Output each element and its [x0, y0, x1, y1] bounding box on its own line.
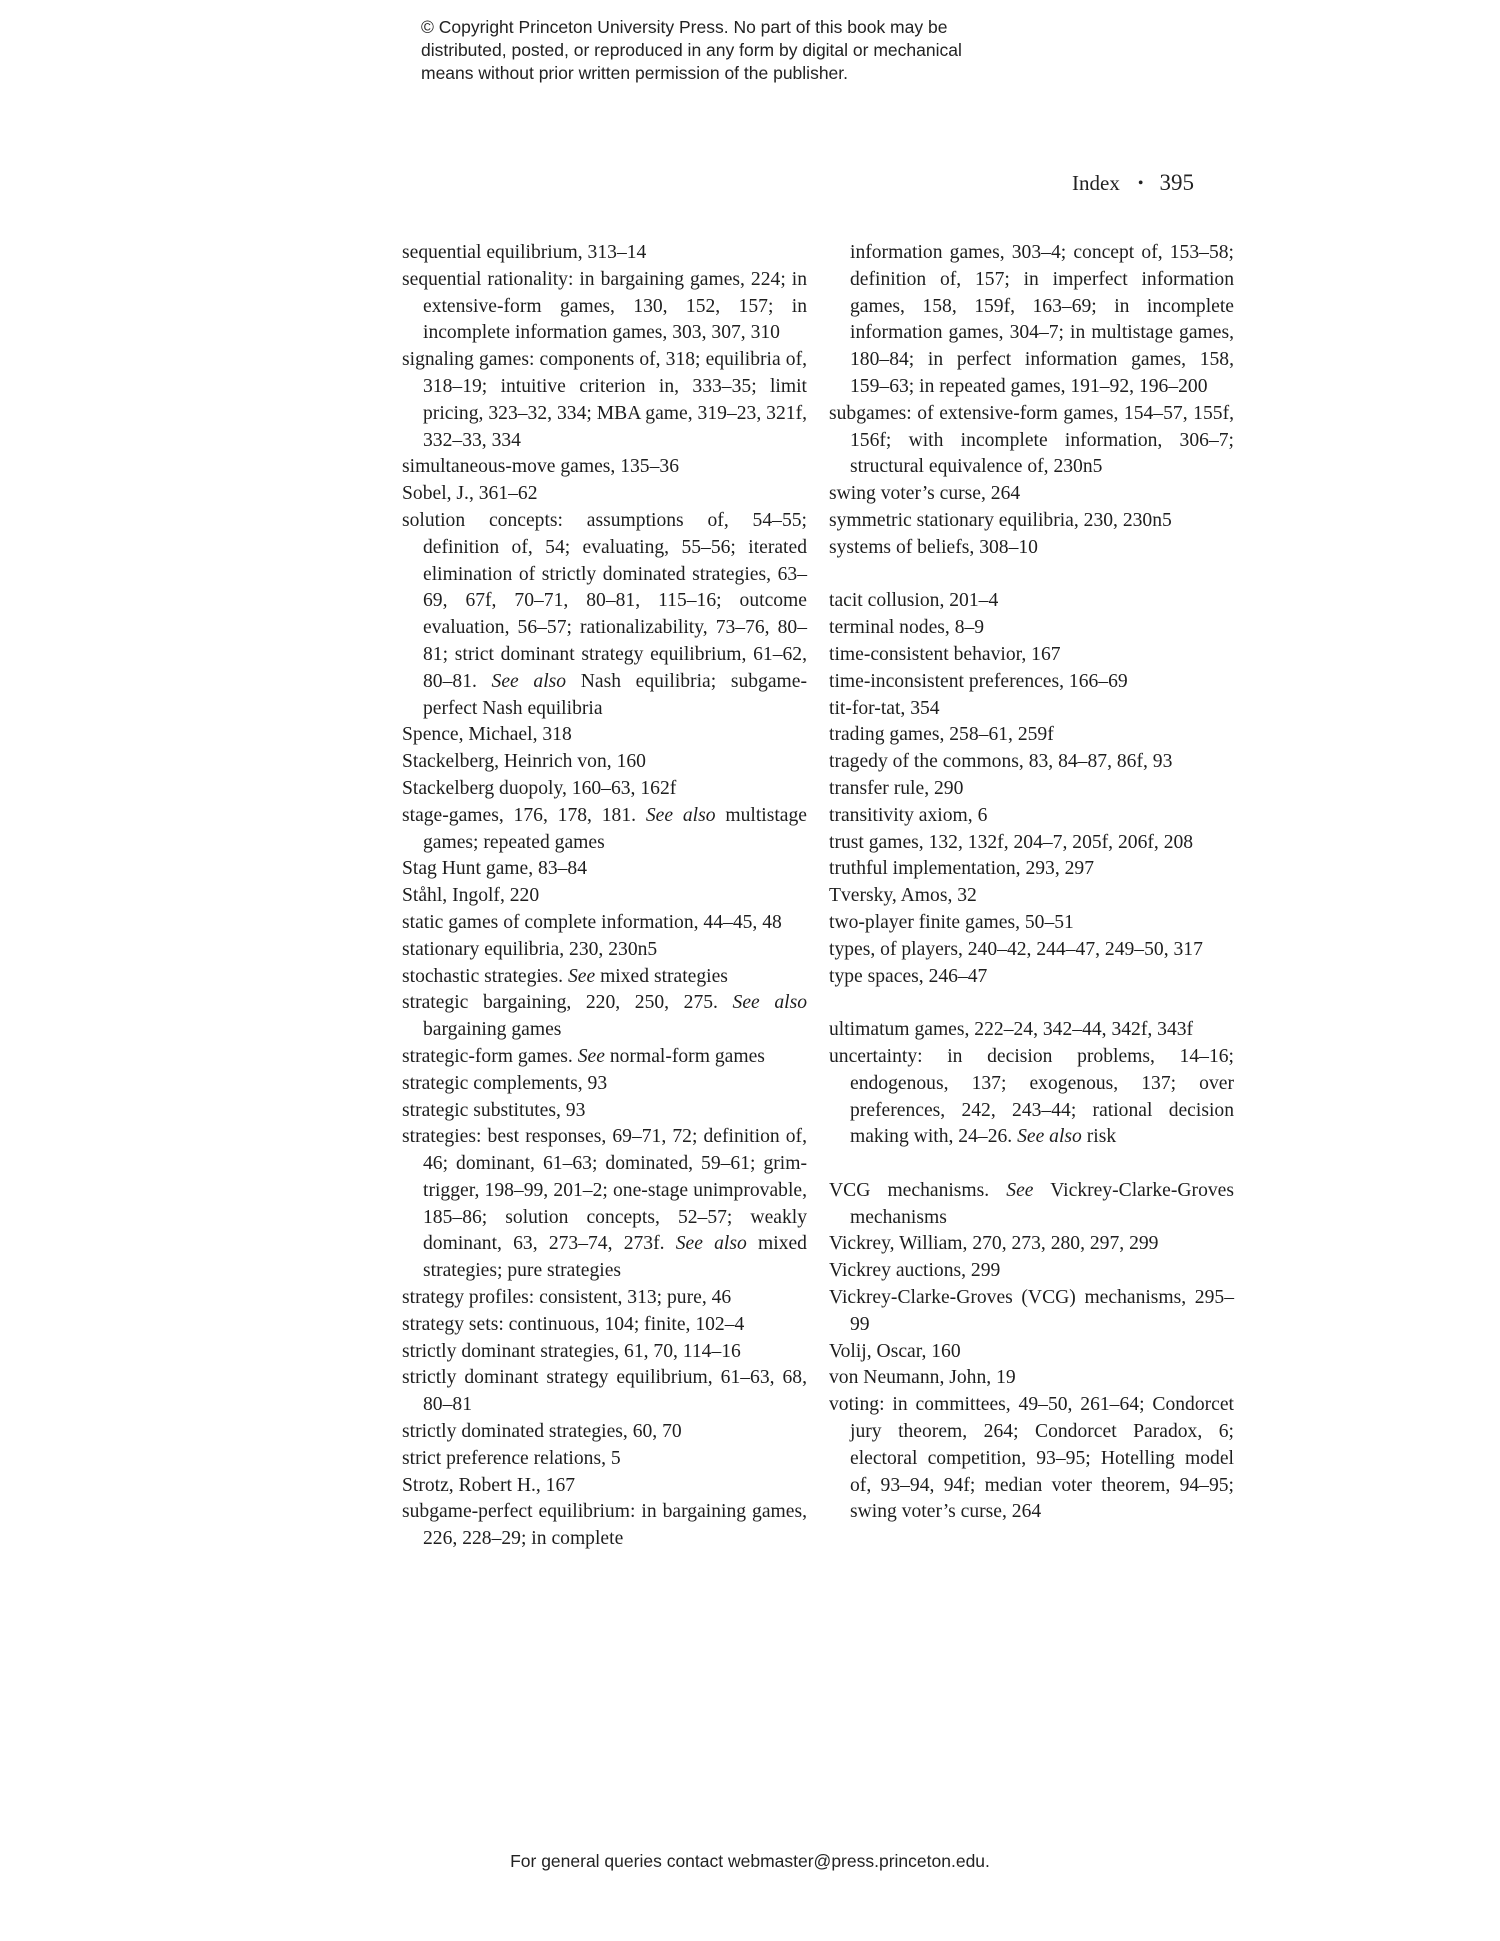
- entry-text: Tversky, Amos, 32: [829, 885, 977, 907]
- entry-text: Vickrey-Clarke-Groves mechanisms: [850, 1179, 1234, 1228]
- entry-text: bargaining games: [423, 1019, 562, 1041]
- entry-text: VCG mechanisms.: [829, 1179, 1007, 1201]
- entry-text: Sobel, J., 361–62: [402, 483, 538, 505]
- entry-text: terminal nodes, 8–9: [829, 617, 985, 639]
- entry-text: uncertainty: in decision problems, 14–16; endogenous, 137; exogenous, 137; over preferences, 242, 243–44; rational decision making with, 24–26.: [829, 1045, 1234, 1148]
- index-entry: [829, 1017, 1234, 1044]
- index-entry: [829, 1339, 1234, 1366]
- entry-text: signaling games: components of, 318; equilibria of, 318–19; intuitive criterion in, 333–35; limit pricing, 323–32, 334; MBA game, 319–23, 321f, 332–33, 334: [402, 349, 807, 451]
- section-title: Index: [1072, 171, 1120, 195]
- entry-text: simultaneous-move games, 135–36: [402, 456, 679, 478]
- entry-text: truthful implementation, 293, 297: [829, 858, 1095, 880]
- index-entry: [829, 1178, 1234, 1232]
- index-entry: [402, 910, 807, 937]
- entry-text: strategy profiles: consistent, 313; pure, 46: [402, 1287, 732, 1309]
- index-entry: [829, 964, 1234, 991]
- index-entry: [402, 1339, 807, 1366]
- entry-text: solution concepts: assumptions of, 54–55; definition of, 54; evaluating, 55–56; iterated elimination of strictly dominated strategies, 63–69, 67f, 70–71, 80–81, 115–16; outcome evaluation, 56–57; rationalizability, 73–76, 80–81; strict dominant strategy equilibrium, 61–62, 80–81.: [402, 509, 807, 692]
- index-entry: [402, 240, 807, 267]
- index-entry: [829, 856, 1234, 883]
- entry-text: two-player finite games, 50–51: [829, 911, 1074, 933]
- entry-text: mixed strategies; pure strategies: [423, 1233, 807, 1282]
- index-entry: [829, 508, 1234, 535]
- cross-reference-label: See also: [675, 1233, 747, 1255]
- entry-text: normal-form games: [604, 1045, 765, 1067]
- entry-text: Stackelberg, Heinrich von, 160: [402, 751, 646, 773]
- cross-reference-label: See: [567, 965, 596, 987]
- index-entry: [829, 749, 1234, 776]
- entry-text: types, of players, 240–42, 244–47, 249–50, 317: [829, 938, 1203, 960]
- entry-text: transfer rule, 290: [829, 777, 964, 799]
- entry-text: swing voter’s curse, 264: [829, 483, 1021, 505]
- index-entry: [402, 1365, 807, 1419]
- index-entry: [829, 401, 1234, 481]
- entry-text: sequential rationality: in bargaining games, 224; in extensive-form games, 130, 152, 157; in incomplete information games, 303, 307, 310: [402, 268, 807, 344]
- index-column-right: [829, 240, 1234, 1526]
- index-entry-continued: [829, 240, 1234, 401]
- entry-text: Strotz, Robert H., 167: [402, 1474, 576, 1496]
- copyright-notice: [421, 16, 1061, 85]
- entry-text: subgame-perfect equilibrium: in bargaining games, 226, 228–29; in complete: [402, 1501, 807, 1550]
- index-entry: [402, 990, 807, 1044]
- index-entry: [402, 1419, 807, 1446]
- entry-text: Spence, Michael, 318: [402, 724, 572, 746]
- entry-text: tit-for-tat, 354: [829, 697, 940, 719]
- entry-text: time-consistent behavior, 167: [829, 643, 1061, 665]
- index-entry: [829, 830, 1234, 857]
- entry-text: risk: [1081, 1126, 1117, 1148]
- index-entry: [402, 508, 807, 722]
- index-entry: [402, 481, 807, 508]
- index-entry: [402, 1499, 807, 1553]
- index-entry: [402, 347, 807, 454]
- entry-text: symmetric stationary equilibria, 230, 230n5: [829, 509, 1172, 531]
- copyright-line: distributed, posted, or reproduced in any form by digital or mechanical: [421, 40, 962, 60]
- index-entry: [402, 749, 807, 776]
- entry-text: strategic complements, 93: [402, 1072, 608, 1094]
- entry-text: strategic-form games.: [402, 1045, 578, 1067]
- entry-text: trust games, 132, 132f, 204–7, 205f, 206f, 208: [829, 831, 1194, 853]
- bullet-icon: •: [1137, 175, 1144, 192]
- entry-text: strictly dominant strategies, 61, 70, 114–16: [402, 1340, 741, 1362]
- letter-group-gap: [829, 562, 1234, 589]
- index-entry: [829, 1285, 1234, 1339]
- cross-reference-label: See also: [645, 804, 716, 826]
- entry-text: strictly dominant strategy equilibrium, 61–63, 68, 80–81: [402, 1367, 807, 1416]
- entry-text: stochastic strategies.: [402, 965, 568, 987]
- index-entry: [829, 642, 1234, 669]
- entry-text: Stackelberg duopoly, 160–63, 162f: [402, 777, 677, 799]
- entry-text: mixed strategies: [595, 965, 728, 987]
- index-entry: [402, 964, 807, 991]
- cross-reference-label: See: [1006, 1179, 1034, 1201]
- entry-text: tacit collusion, 201–4: [829, 590, 999, 612]
- index-entry: [402, 776, 807, 803]
- cross-reference-label: See also: [491, 670, 567, 692]
- index-entry: [402, 267, 807, 347]
- entry-text: multistage games; repeated games: [423, 804, 807, 853]
- entry-text: Vickrey-Clarke-Groves (VCG) mechanisms, 295–99: [829, 1287, 1234, 1335]
- index-entry: [829, 481, 1234, 508]
- entry-text: tragedy of the commons, 83, 84–87, 86f, 93: [829, 751, 1173, 773]
- index-entry: [829, 535, 1234, 562]
- entry-text: von Neumann, John, 19: [829, 1367, 1016, 1389]
- index-column-left: [402, 240, 807, 1553]
- index-entry: [829, 937, 1234, 964]
- entry-text: strict preference relations, 5: [402, 1447, 621, 1469]
- index-entry: [829, 1044, 1234, 1151]
- entry-text: strategy sets: continuous, 104; finite, 102–4: [402, 1313, 745, 1335]
- index-entry: [829, 776, 1234, 803]
- index-entry: [402, 803, 807, 857]
- index-entry: [829, 669, 1234, 696]
- entry-text: strategic substitutes, 93: [402, 1099, 586, 1121]
- entry-text: strictly dominated strategies, 60, 70: [402, 1421, 682, 1443]
- index-entry: [829, 696, 1234, 723]
- entry-text: Vickrey auctions, 299: [829, 1260, 1001, 1282]
- index-entry: [402, 722, 807, 749]
- entry-text: subgames: of extensive-form games, 154–57, 155f, 156f; with incomplete information, 306–7; structural equivalence of, 230n5: [829, 402, 1234, 478]
- index-entry: [829, 722, 1234, 749]
- entry-text: transitivity axiom, 6: [829, 804, 988, 826]
- footer-contact: For general queries contact webmaster@press.princeton.edu.: [510, 1851, 990, 1871]
- index-entry: [829, 1365, 1234, 1392]
- index-entry: [829, 803, 1234, 830]
- copyright-line: means without prior written permission of the publisher.: [421, 63, 849, 83]
- index-entry: [402, 1071, 807, 1098]
- entry-text: Volij, Oscar, 160: [829, 1340, 961, 1362]
- running-head: [1072, 170, 1194, 196]
- entry-text: strategic bargaining, 220, 250, 275.: [402, 992, 733, 1014]
- entry-text: stage-games, 176, 178, 181.: [402, 804, 646, 826]
- entry-text: time-inconsistent preferences, 166–69: [829, 670, 1128, 692]
- index-entry: [829, 883, 1234, 910]
- entry-text: Vickrey, William, 270, 273, 280, 297, 299: [829, 1233, 1159, 1255]
- entry-text: strategies: best responses, 69–71, 72; definition of, 46; dominant, 61–63; dominated, 59–61; grim-trigger, 198–99, 201–2; one-stage unimprovable, 185–86; solution concepts, 52–57; weakly dominant, 63, 273–74, 273f.: [402, 1126, 807, 1255]
- index-entry: [402, 883, 807, 910]
- entry-text: sequential equilibrium, 313–14: [402, 242, 647, 263]
- index-entry: [829, 615, 1234, 642]
- index-entry: [829, 910, 1234, 937]
- index-entry: [402, 454, 807, 481]
- index-entry: [829, 1231, 1234, 1258]
- index-entry: [402, 1446, 807, 1473]
- entry-text: Stag Hunt game, 83–84: [402, 858, 588, 880]
- index-entry: [829, 1258, 1234, 1285]
- index-entry: [402, 1473, 807, 1500]
- index-entry: [402, 1098, 807, 1125]
- entry-text: information games, 303–4; concept of, 153–58; definition of, 157; in imperfect information games, 158, 159f, 163–69; in incomplete information games, 304–7; in multistage games, 180–84; in perfect information games, 158, 159–63; in repeated games, 191–92, 196–200: [850, 242, 1234, 397]
- entry-text: stationary equilibria, 230, 230n5: [402, 938, 658, 960]
- cross-reference-label: See also: [1017, 1126, 1082, 1148]
- index-entry: [402, 937, 807, 964]
- entry-text: Nash equilibria; subgame-perfect Nash equilibria: [423, 670, 807, 719]
- index-entry: [402, 1312, 807, 1339]
- entry-text: systems of beliefs, 308–10: [829, 536, 1038, 558]
- index-entry: [829, 1392, 1234, 1526]
- index-entry: [402, 1124, 807, 1285]
- index-entry: [402, 1044, 807, 1071]
- entry-text: type spaces, 246–47: [829, 965, 988, 987]
- index-entry: [402, 1285, 807, 1312]
- page-number: 395: [1159, 170, 1194, 195]
- cross-reference-label: See: [577, 1045, 605, 1067]
- entry-text: voting: in committees, 49–50, 261–64; Condorcet jury theorem, 264; Condorcet Paradox, 6; electoral competition, 93–95; Hotelling model of, 93–94, 94f; median voter theorem, 94–95; swing voter’s curse, 264: [829, 1394, 1234, 1523]
- index-entry: [402, 856, 807, 883]
- copyright-line: © Copyright Princeton University Press. No part of this book may be: [421, 17, 948, 37]
- cross-reference-label: See also: [732, 992, 807, 1014]
- index-entry: [829, 588, 1234, 615]
- letter-group-gap: [829, 1151, 1234, 1178]
- entry-text: trading games, 258–61, 259f: [829, 724, 1054, 746]
- entry-text: ultimatum games, 222–24, 342–44, 342f, 343f: [829, 1019, 1194, 1041]
- entry-text: static games of complete information, 44–45, 48: [402, 911, 782, 933]
- entry-text: Ståhl, Ingolf, 220: [402, 885, 540, 907]
- letter-group-gap: [829, 990, 1234, 1017]
